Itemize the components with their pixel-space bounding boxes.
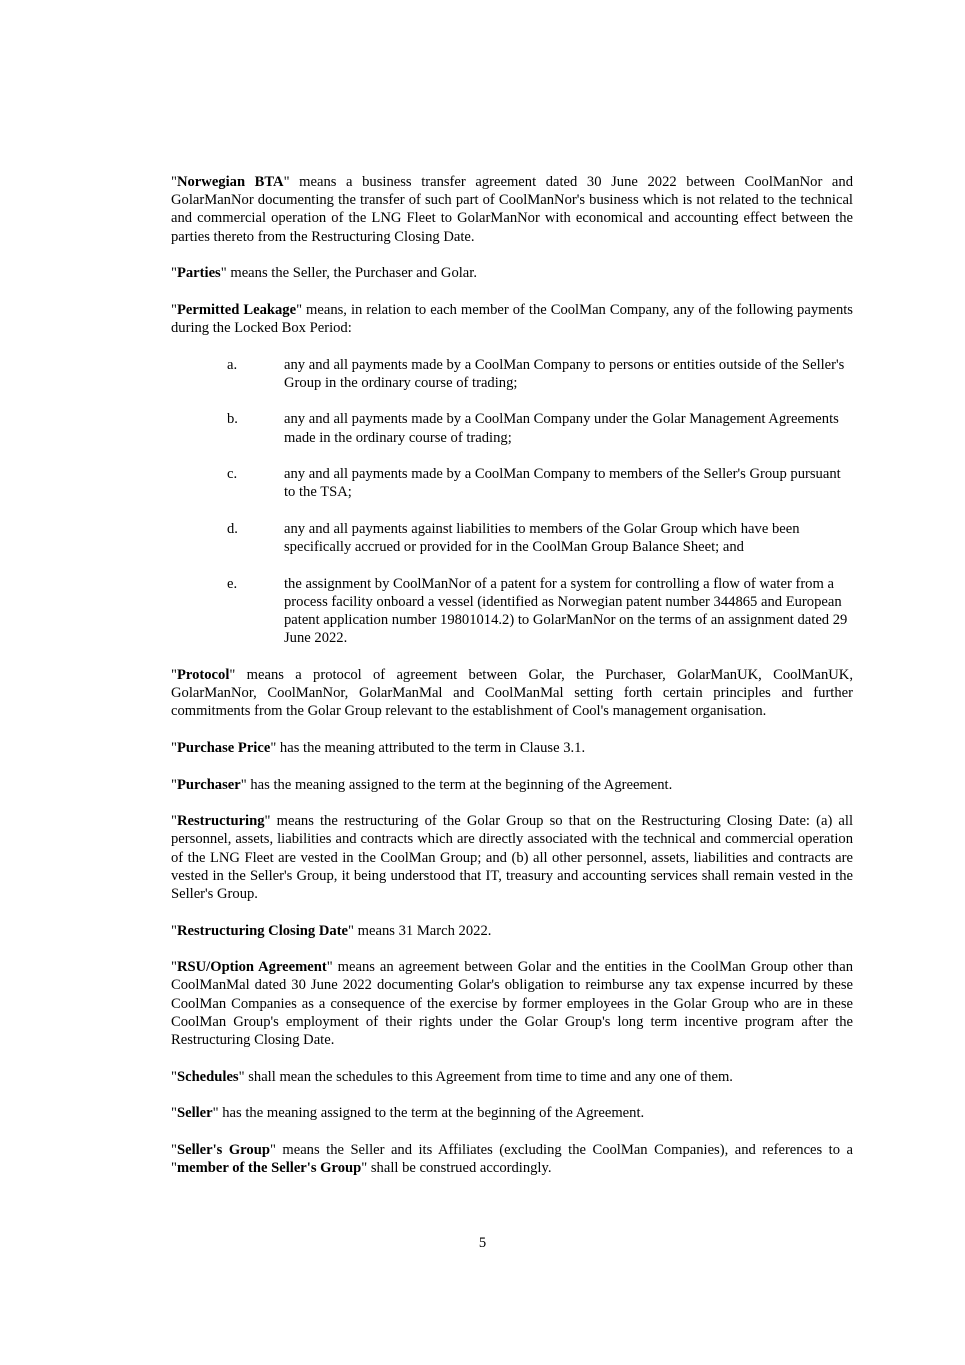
definition-protocol: "Protocol" means a protocol of agreement between Golar, the Purchaser, GolarManUK, CoolManUK, GolarManNor, CoolManNor, GolarManMal and CoolManMal setting forth certain principles and further commitments from the Golar Group relevant to the establishment of Cool's management organisation. <box>171 666 853 720</box>
definition-text: shall mean the schedules to this Agreement from time to time and any one of them. <box>244 1068 733 1085</box>
definition-restructuring-closing-date: "Restructuring Closing Date" means 31 March 2022. <box>171 922 492 939</box>
defined-term: Seller <box>176 1105 213 1122</box>
definition-purchase-price: "Purchase Price" has the meaning attributed to the term in Clause 3.1. <box>171 739 586 756</box>
definition-text: means a business transfer agreement dated 30 June 2022 between CoolManNor and GolarManNor documenting the transfer of such part of CoolManNor's business which is not related to the technical and commercial operation of the LNG Fleet to GolarManNor with economical and accounting effect between the parties thereto from the Restructuring Closing Date. <box>171 174 853 245</box>
page-number: 5 <box>478 1235 487 1251</box>
definition-text: means a protocol of agreement between Golar, the Purchaser, GolarManUK, CoolManUK, GolarManNor, CoolManNor, GolarManMal and CoolManMal setting forth certain principles and further commitments from the Golar Group relevant to the establishment of Cool's management organisation. <box>171 666 853 720</box>
definition-permitted-leakage: "Permitted Leakage" means, in relation to each member of the CoolMan Company, any of the following payments during the Locked Box Period: <box>171 301 853 336</box>
list-item-letter: c. <box>227 466 238 483</box>
defined-term: Restructuring Closing Date <box>176 922 349 939</box>
list-item <box>171 410 853 446</box>
definition-rsu-option-agreement: "RSU/Option Agreement" means an agreement between Golar and the entities in the CoolMan Group other than CoolManMal dated 30 June 2022 documenting Golar's obligation to reimburse any tax expense incurred by these CoolMan Companies as a consequence of the exercise by former employees in the Golar Group who are in these CoolMan Group's employment of their rights under the Golar Group's long term incentive program after the Restructuring Closing Date. <box>171 959 853 1048</box>
list-item-letter: a. <box>227 356 238 373</box>
list-item-text: any and all payments made by a CoolMan Company to members of the Seller's Group pursuant to the TSA; <box>284 466 841 501</box>
definition-text: has the meaning assigned to the term at the beginning of the Agreement. <box>218 1105 645 1122</box>
list-item <box>171 575 853 648</box>
defined-term: Norwegian BTA <box>176 174 284 190</box>
defined-term: member of the Seller's Group <box>176 1159 362 1176</box>
defined-term: Restructuring <box>176 813 265 830</box>
list-item <box>171 465 853 501</box>
definition-text: means the restructuring of the Golar Group so that on the Restructuring Closing Date: (a) all personnel, assets, liabilities and contracts which are directly associated with the technical and commercial operation of the LNG Fleet are vested in the CoolMan Group; and (b) all other personnel, assets, liabilities and contracts are vested in the Seller's Group, it being understood that IT, treasury and accounting services shall remain vested in the Seller's Group. <box>171 813 853 902</box>
defined-term: Parties <box>176 265 221 282</box>
definition-text: means 31 March 2022. <box>354 922 492 939</box>
defined-term: Permitted Leakage <box>176 301 297 318</box>
defined-term: Purchase Price <box>176 739 271 756</box>
definition-text: has the meaning attributed to the term in Clause 3.1. <box>276 739 586 756</box>
definition-schedules: "Schedules" shall mean the schedules to this Agreement from time to time and any one of them. <box>171 1068 733 1085</box>
definition-text: means, in relation to each member of the CoolMan Company, any of the following payments during the Locked Box Period: <box>171 301 853 336</box>
list-item-text: any and all payments against liabilities to members of the Golar Group which have been specifically accrued or provided for in the CoolMan Group Balance Sheet; and <box>284 520 800 556</box>
list-item-text: the assignment by CoolManNor of a patent for a system for controlling a flow of water from a process facility onboard a vessel (identified as Norwegian patent number 344865 and European patent application number 19801014.2) to GolarManNor on the terms of an assignment dated 29 June 2022. <box>284 575 848 647</box>
document-body <box>171 173 853 1196</box>
defined-term: RSU/Option Agreement <box>176 959 327 976</box>
list-item <box>171 520 853 556</box>
defined-term: Seller's Group <box>176 1141 270 1158</box>
defined-term: Protocol <box>176 666 230 683</box>
definition-norwegian-bta: "Norwegian BTA" means a business transfer agreement dated 30 June 2022 between CoolManNor and GolarManNor documenting the transfer of such part of CoolManNor's business which is not related to the technical and commercial operation of the LNG Fleet to GolarManNor with economical and accounting effect between the parties thereto from the Restructuring Closing Date. <box>171 174 853 245</box>
definition-restructuring: "Restructuring" means the restructuring of the Golar Group so that on the Restructuring Closing Date: (a) all personnel, assets, liabilities and contracts which are directly associated with the technical and commercial operation of the LNG Fleet are vested in the CoolMan Group; and (b) all other personnel, assets, liabilities and contracts are vested in the Seller's Group, it being understood that IT, treasury and accounting services shall remain vested in the Seller's Group. <box>171 813 853 902</box>
list-item-letter: b. <box>227 411 238 428</box>
definition-purchaser: "Purchaser" has the meaning assigned to the term at the beginning of the Agreement. <box>171 776 673 793</box>
definition-parties: "Parties" means the Seller, the Purchaser and Golar. <box>171 265 477 282</box>
defined-term: Purchaser <box>176 776 241 793</box>
definition-sellers-group: "Seller's Group" means the Seller and its Affiliates (excluding the CoolMan Companies), and references to a "member of the Seller's Group" shall be construed accordingly. <box>171 1141 853 1176</box>
definition-text: means the Seller and its Affiliates (excluding the CoolMan Companies), and references to a <box>275 1141 853 1158</box>
defined-term: Schedules <box>176 1068 239 1085</box>
definition-text: means an agreement between Golar and the entities in the CoolMan Group other than CoolManMal dated 30 June 2022 documenting Golar's obligation to reimburse any tax expense incurred by these CoolMan Companies as a consequence of the exercise by former employees in the Golar Group who are in these CoolMan Group's employment of their rights under the Golar Group's long term incentive program after the Restructuring Closing Date. <box>171 959 853 1048</box>
list-item-text: any and all payments made by a CoolMan Company to persons or entities outside of the Seller's Group in the ordinary course of trading; <box>284 356 845 391</box>
definition-text: has the meaning assigned to the term at the beginning of the Agreement. <box>246 776 673 793</box>
list-item-letter: e. <box>227 575 238 592</box>
definition-text: means the Seller, the Purchaser and Golar. <box>226 265 477 282</box>
permitted-leakage-list <box>171 356 853 648</box>
definition-text: shall be construed accordingly. <box>367 1159 552 1176</box>
list-item-text: any and all payments made by a CoolMan Company under the Golar Management Agreements made in the ordinary course of trading; <box>284 411 839 446</box>
definition-seller: "Seller" has the meaning assigned to the term at the beginning of the Agreement. <box>171 1105 645 1122</box>
list-item <box>171 356 853 392</box>
list-item-letter: d. <box>227 520 238 537</box>
